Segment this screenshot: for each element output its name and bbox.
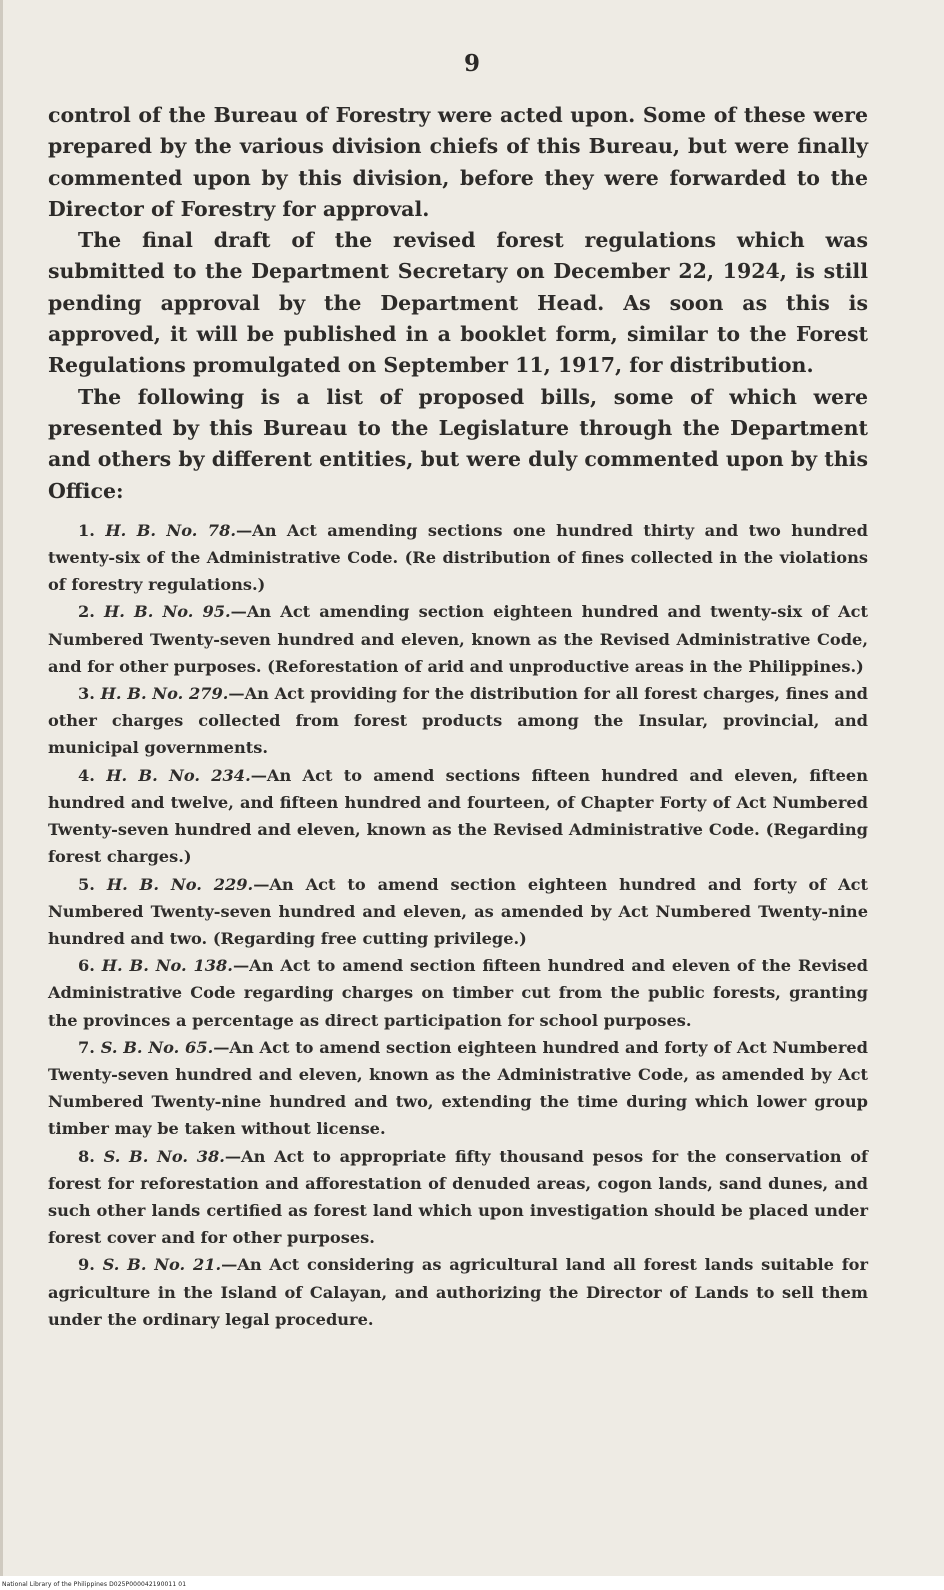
bill-reference: H. B. No. 138.	[101, 956, 233, 976]
bill-number: 8.	[78, 1146, 95, 1166]
bill-number: 3.	[78, 684, 95, 704]
bill-item	[48, 952, 868, 1034]
bill-number: 2.	[78, 602, 95, 622]
bill-description: —An Act to amend sections fifteen hundred and eleven, fifteen hundred and twelve, and fifteen hundred and fourteen, of Chapter Forty of Act Numbered Twenty-seven hundred and eleven, known as the Revised Administrative Code. (Regarding forest charges.)	[48, 765, 868, 867]
page-number: 9	[463, 50, 480, 77]
paragraph-revised-regulations: The final draft of the revised forest regulations which was submitted to the Department Secretary on December 22, 1924, is still pending approval by the Department Head. As soon as this is approved, it will be published in a booklet form, similar to the Forest Regulations promulgated on September 11, 1917, for distribution.	[48, 228, 868, 378]
bill-description: —An Act to amend section fifteen hundred and eleven of the Revised Administrative Code regarding charges on timber cut from the public forests, granting the provinces a percentage as direct participation for school purposes.	[48, 956, 868, 1030]
bill-number: 5.	[78, 874, 95, 894]
bill-description: —An Act to appropriate fifty thousand pesos for the conservation of forest for reforestation and afforestation of denuded areas, cogon lands, sand dunes, and such other lands certified as forest land which upon investigation should be placed under forest cover and for other purposes.	[48, 1146, 868, 1248]
bill-item	[48, 762, 868, 871]
bill-number: 4.	[78, 765, 95, 785]
bill-item	[48, 871, 868, 953]
bill-reference: S. B. No. 38.	[103, 1146, 225, 1166]
bill-reference: H. B. No. 229.	[106, 874, 254, 894]
bill-item	[48, 1034, 868, 1143]
bill-number: 7.	[78, 1037, 95, 1057]
bill-item	[48, 517, 868, 599]
bill-item	[48, 1143, 868, 1252]
library-credit: National Library of the Philippines D025P000042190011 01	[2, 1581, 187, 1588]
bill-number: 6.	[78, 956, 95, 976]
bill-number: 1.	[78, 520, 95, 540]
bill-description: —An Act to amend section eighteen hundred and forty of Act Numbered Twenty-seven hundred and eleven, known as the Administrative Code, as amended by Act Numbered Twenty-nine hundred and two, extending the time during which lower group timber may be taken without license.	[48, 1037, 869, 1139]
bill-item	[48, 1251, 868, 1333]
bill-reference: S. B. No. 65.	[100, 1037, 214, 1057]
document-body	[48, 100, 868, 1333]
bill-list	[48, 517, 868, 1333]
bill-item	[48, 680, 868, 762]
bill-description: —An Act to amend section eighteen hundred and forty of Act Numbered Twenty-seven hundred and eleven, as amended by Act Numbered Twenty-nine hundred and two. (Regarding free cutting privilege.)	[48, 874, 869, 948]
paragraph-continuation: control of the Bureau of Forestry were acted upon. Some of these were prepared by the various division chiefs of this Bureau, but were finally commented upon by this division, before they were forwarded to the Director of Forestry for approval.	[48, 103, 868, 221]
bill-description: —An Act considering as agricultural land all forest lands suitable for agriculture in the Island of Calayan, and authorizing the Director of Lands to sell them under the ordinary legal procedure.	[48, 1255, 868, 1329]
bill-description: —An Act amending section eighteen hundred and twenty-six of Act Numbered Twenty-seven hundred and eleven, known as the Revised Administrative Code, and for other purposes. (Reforestation of arid and unproductive areas in the Philippines.)	[48, 602, 868, 676]
scan-edge	[0, 0, 3, 1590]
bill-reference: H. B. No. 95.	[104, 602, 231, 622]
bill-reference: H. B. No. 279.	[100, 684, 229, 704]
bill-item	[48, 598, 868, 680]
bill-number: 9.	[78, 1255, 95, 1275]
paragraph-proposed-bills-intro: The following is a list of proposed bills, some of which were presented by this Bureau to the Legislature through the Department and others by different entities, but were duly commented upon by this Office:	[48, 384, 868, 503]
bill-reference: H. B. No. 234.	[106, 765, 251, 785]
bill-description: —An Act amending sections one hundred thirty and two hundred twenty-six of the Administrative Code. (Re distribution of fines collected in the violations of forestry regulations.)	[48, 520, 869, 595]
bill-reference: S. B. No. 21.	[102, 1255, 222, 1275]
bill-description: —An Act providing for the distribution for all forest charges, fines and other charges collected from forest products among the Insular, provincial, and municipal governments.	[48, 684, 868, 758]
bill-reference: H. B. No. 78.	[105, 520, 236, 540]
